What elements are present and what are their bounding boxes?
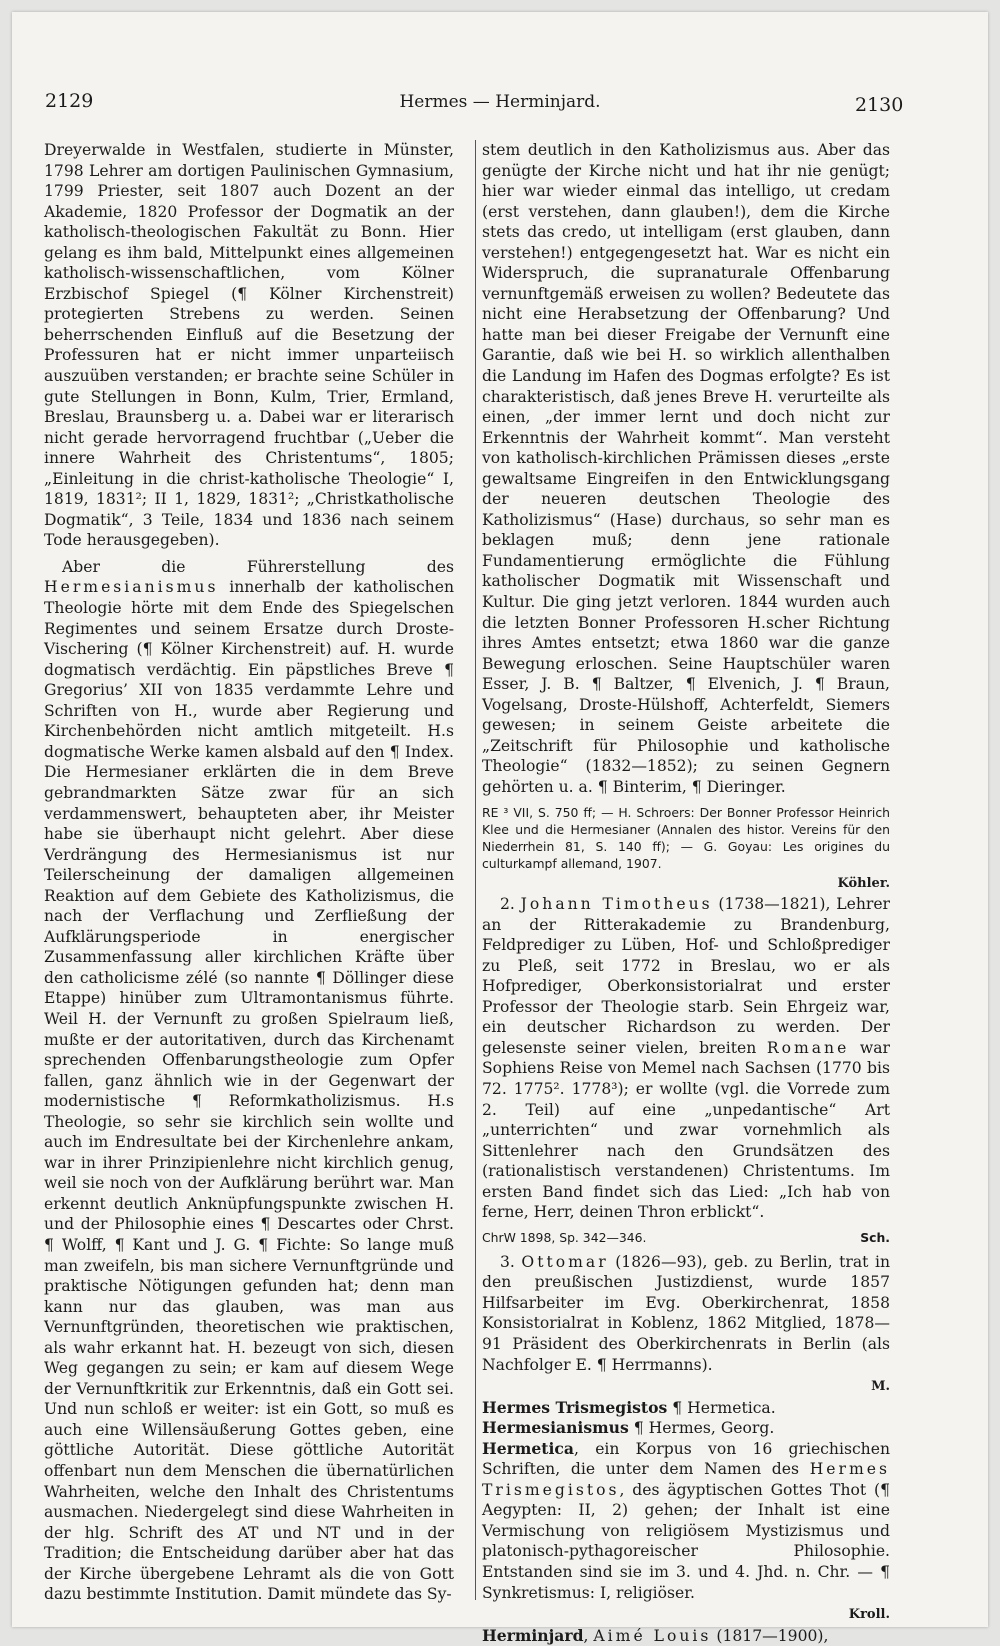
author-signature: Sch. [860,1229,890,1245]
spaced-term: Hermesianismus [44,578,219,597]
text-run: Aber die Führerstellung des [62,557,454,576]
text-run: war Sophiens Reise von Memel nach Sachsen (1770 bis 72. 1775². 1778³); er wollte (vgl. die Vorrede zum 2. Teil) auf eine „unpedantische“ Art „unterrichten“ und zwar vornehmlich als Sittenlehrer nach den Grundsätzen des (rationalistisch verstandenen) Christentums. Im ersten Band findet sich das Lied: „Ich hab von ferne, Herr, deinen Thron erblickt“. [482,1038,890,1222]
text-run: , ein Korpus von 16 griechischen Schriften, die unter dem Namen des [482,1439,890,1479]
spaced-name: Aimé Louis [593,1626,712,1645]
cross-reference-entry [482,1398,890,1419]
spaced-name: Hermes Trismegistos [482,1460,890,1499]
page-number-left: 2129 [45,90,94,112]
text-run: , [583,1626,594,1645]
headword: Hermes Trismegistos [482,1397,668,1417]
headword: Hermesianismus [482,1418,629,1438]
text-run: innerhalb der katholischen Theologie hörte mit dem Ende des Spiegelschen Regimentes und seinem Ersatze durch Droste-Vischering (¶ Kölner Kirchenstreit) auf. H. wurde dogmatisch verdächtig. Ein päpstliches Breve ¶ Gregorius’ XII von 1835 verdammte Lehre und Schriften von H., wurde aber Regierung und Kirchenbehörden nicht amtlich mitgeteilt. H.s dogmatische Werke kamen alsbald auf den ¶ Index. Die Hermesianer erklärten die in dem Breve gebrandmarkten Sätze zwar für an sich verdammenswert, behaupteten aber, ihr Meister habe sie überhaupt nicht gelehrt. Aber diese Verdrängung des Hermesianismus ist nur Teilerscheinung der damaligen allgemeinen Reaktion auf dem Gebiete des Katholizismus, die nach der Verflachung und Zerfließung der Aufklärungsperiode in energischer Zusammenfassung aller kirchlichen Kräfte über den catholicisme zélé (so nannte ¶ Döllinger diese Etappe) hinüber zum Ultramontanismus führte. Weil H. der Vernunft zu großen Spielraum ließ, mußte er der autoritativen, durch das Kirchenamt sprechenden Offenbarungstheologie zum Opfer fallen, ganz ähnlich wie in der Gegenwart der modernistische ¶ Reformkatholizismus. H.s Theologie, so sehr sie kirchlich sein wollte und auch im Endresultate bei der Kirchenlehre ankam, war in ihrer Prinzipienlehre nicht kirchlich genug, weil sie noch von der Aufklärung berührt war. Man erkennt deutlich Anknüpfungspunkte zwischen H. und der Philosophie eines ¶ Descartes oder Chrst. ¶ Wolff, ¶ Kant und J. G. ¶ Fichte: So lange muß man zweifeln, bis man sichere Vernunftgründe und praktische Nötigungen gefunden hat; denn man kann nur das glauben, was man aus Vernunftgründen, theoretischen wie praktischen, als wahr erkannt hat. H. bezeugt von sich, diesen Weg gegangen zu sein; er kam auf diesem Wege der Vernunftkritik zur Erkenntnis, daß ein Gott sei. Und nun schloß er weiter: ist ein Gott, so muß es auch eine Willensäußerung Gottes geben, eine göttliche Autorität. Diese göttliche Autorität offenbart nun dem Menschen die übernatürlichen Wahrheiten, welche den Inhalt des Christentums ausmachen. Niedergelegt sind diese Wahrheiten in der hlg. Schrift des AT und NT und in der Tradition; die Entscheidung darüber aber hat das der Kirche übergebene Lehramt als die von Gott dazu bestimmte Institution. Damit mündete das Sy- [44,578,454,1604]
left-column [44,140,454,1605]
article-paragraph [482,1439,890,1603]
entry-paragraph [482,894,890,1223]
bibliography: RE ³ VII, S. 750 ff; — H. Schroers: Der Bonner Professor Heinrich Klee und die Hermesianer (Annalen des histor. Vereins für den Niederrhein 81, S. 140 ff); — G. Goyau: Les origines du culturkampf allemand, 1907. [482,804,890,871]
article-paragraph: stem deutlich in den Katholizismus aus. Aber das genügte der Kirche nicht und hat ihr nie genügt; hier war wieder einmal das intelligo, ut credam (erst verstehen, dann glauben!), dem die Kirche stets das credo, ut intelligam (erst glauben, dann verstehen!) entgegengesetzt hat. War es nicht ein Widerspruch, die supranaturale Offenbarung vernunftgemäß erweisen zu wollen? Bedeutete das nicht eine Herabsetzung der Offenbarung? Und hatte man bei dieser Freigabe der Vernunft eine Garantie, daß wie bei H. so wirklich allenthalben die Landung im Hafen des Dogmas erfolgte? Es ist charakteristisch, daß jenes Breve H. verurteilte als einen, „der immer lernt und doch nicht zur Erkenntnis der Wahrheit kommt“. Man versteht von katholisch-kirchlichen Prämissen dieses „erste gewaltsame Eingreifen in den Entwicklungsgang der neueren deutschen Theologie des Katholizismus“ (Hase) durchaus, so sehr man es beklagen muß; denn jene rationale Fundamentierung ermöglichte die Fühlung katholischer Dogmatik mit Wissenschaft und Kultur. Die ging jetzt verloren. 1844 wurden auch die letzten Bonner Professoren H.scher Richtung ihres Amtes entsetzt; etwa 1860 war die ganze Bewegung erloschen. Seine Hauptschüler waren Esser, J. B. ¶ Baltzer, ¶ Elvenich, J. ¶ Braun, Vogelsang, Droste-Hülshoff, Achterfeldt, Siemers gewesen; in seinem Geiste arbeitete die „Zeitschrift für Philosophie und katholische Theologie“ (1832—1852); zu seinen Gegnern gehörten u. a. ¶ Binterim, ¶ Dieringer. [482,141,890,796]
text-run: ¶ Hermes, Georg. [628,1419,775,1438]
entry-number: 2. [500,895,521,914]
bibliography [482,1229,890,1246]
running-head: Hermes — Herminjard. [399,92,601,112]
text-run: (1738—1821), Lehrer an der Ritterakademie zu Brandenburg, Feldprediger zu Lüben, Hof- und Schloßprediger zu Pleß, seit 1772 in Breslau, wo er als Hofprediger, Oberkonsistorialrat und erster Professor der Theologie starb. Sein Ehrgeiz war, ein deutscher Richardson zu werden. Der gelesenste seiner vielen, breiten [482,895,890,1057]
author-signature: M. [871,1379,890,1395]
author-signature: Kroll. [848,1607,890,1623]
headword: Hermetica [482,1438,575,1458]
article-paragraph [482,1626,890,1646]
text-run: , des ägyptischen Gottes Thot (¶ Aegypten: II, 2) gehen; der Inhalt ist eine Vermischung von religiösem Mystizismus und platonisch-pythagoreischer Philosophie. Entstanden sind sie im 3. und 4. Jhd. n. Chr. — ¶ Synkretismus: I, religiöser. [482,1480,890,1602]
spaced-term: Romane [766,1038,850,1057]
entry-number: 3. [500,1252,522,1271]
author-signature: Köhler. [837,875,890,891]
right-column [482,140,890,1646]
cross-reference-entry [482,1418,890,1439]
column-divider [475,140,476,1600]
headword: Herminjard [482,1625,584,1645]
text-run: (1817—1900), [711,1626,829,1645]
text-run: ¶ Hermetica. [667,1398,776,1417]
page-header [12,12,988,116]
page-number-right: 2130 [855,94,904,116]
entry-paragraph [482,1252,890,1375]
article-paragraph: Dreyerwalde in Westfalen, studierte in Münster, 1798 Lehrer am dortigen Paulinischen Gymnasium, 1799 Priester, seit 1807 auch Dozent an der Akademie, 1820 Professor der Dogmatik an der katholisch-theologischen Fakultät zu Bonn. Hier gelang es ihm bald, Mittelpunkt eines allgemeinen katholisch-wissenschaftlichen, vom Kölner Erzbischof Spiegel (¶ Kölner Kirchenstreit) protegierten Strebens zu werden. Seinen beherrschenden Einfluß auf die Besetzung der Professuren hat er nicht immer unparteiisch auszuüben verstanden; er brachte seine Schüler in gute Stellungen in Bonn, Kulm, Trier, Ermland, Breslau, Braunsberg u. a. Dabei war er literarisch nicht gerade hervorragend fruchtbar („Ueber die innere Wahrheit des Christentums“, 1805; „Einleitung in die christ-katholische Theologie“ I, 1819, 1831²; II 1, 1829, 1831²; „Christkatholische Dogmatik“, 3 Teile, 1834 und 1836 nach seinem Tode herausgegeben). [44,141,454,550]
spaced-name: Johann Timotheus [520,895,713,914]
text-run: (1826—93), geb. zu Berlin, trat in den preußischen Justizdienst, wurde 1857 Hilfsarbeiter im Evg. Oberkirchenrat, 1858 Konsistorialrat in Koblenz, 1862 Mitglied, 1878—91 Präsident des Oberkirchenrats in Berlin (als Nachfolger E. ¶ Herrmanns). [482,1252,890,1374]
document-page [12,12,988,1645]
article-paragraph [44,557,454,1605]
spaced-name: Ottomar [521,1252,609,1271]
reference-text: ChrW 1898, Sp. 342—346. [482,1229,647,1245]
